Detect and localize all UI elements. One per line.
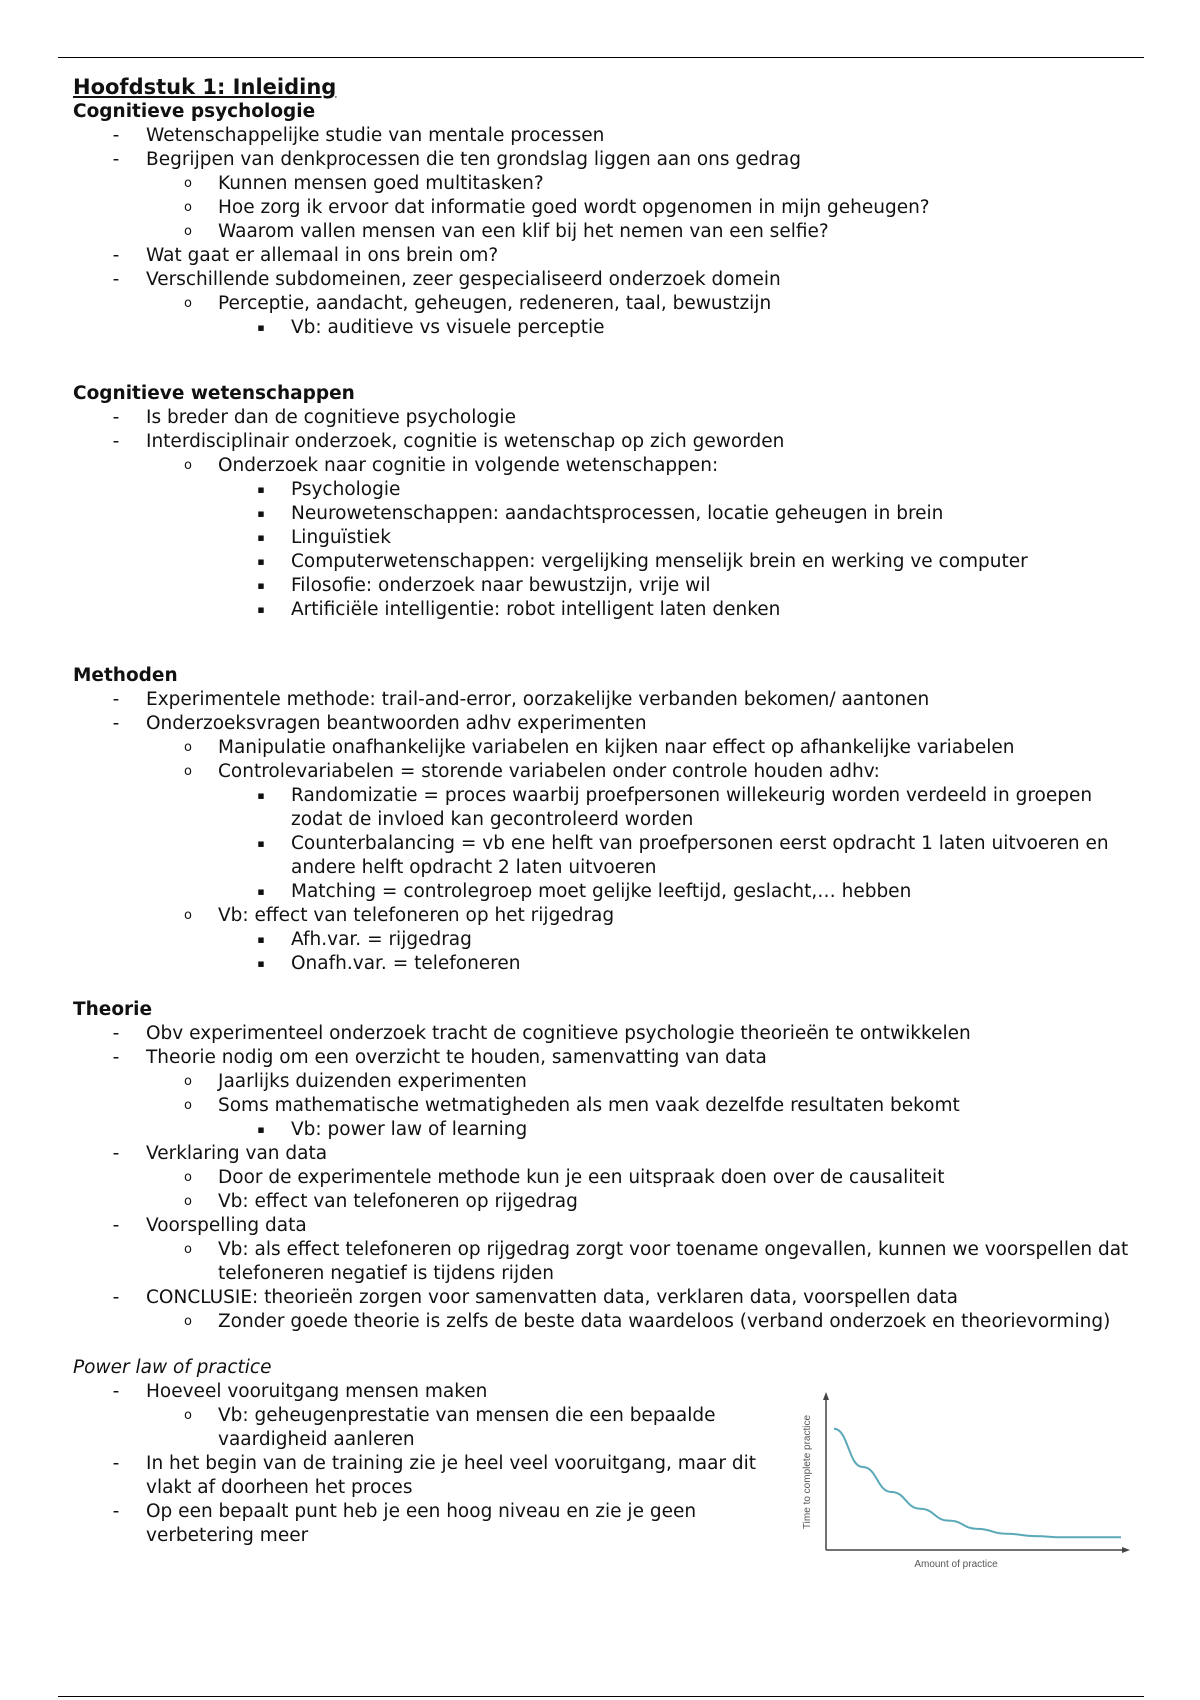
list-item: o Hoe zorg ik ervoor dat informatie goed wordt opgenomen in mijn geheugen? — [73, 196, 1148, 220]
x-axis-arrow-icon — [1122, 1547, 1130, 1553]
list-item: o Vb: als effect telefoneren op rijgedrag zorgt voor toename ongevallen, kunnen we voorspellen dat telefoneren negatief is tijdens rijden — [73, 1238, 1148, 1286]
list-item: - Begrijpen van denkprocessen die ten grondslag liggen aan ons gedrag — [73, 148, 1148, 172]
square-bullet: ▪ — [257, 507, 265, 520]
square-bullet: ▪ — [257, 555, 265, 568]
list-item: - Interdisciplinair onderzoek, cognitie is wetenschap op zich geworden — [73, 430, 1148, 454]
list-item: ▪ Neurowetenschappen: aandachtsprocessen, locatie geheugen in brein — [73, 502, 1148, 526]
dash-bullet: - — [112, 1287, 120, 1308]
dash-bullet: - — [112, 407, 120, 428]
list-item: ▪ Filosofie: onderzoek naar bewustzijn, vrije wil — [73, 574, 1148, 598]
x-axis-label: Amount of practice — [914, 1559, 998, 1570]
circle-bullet: o — [184, 1242, 192, 1257]
dash-bullet: - — [112, 1047, 120, 1068]
dash-bullet: - — [112, 269, 120, 290]
list-item: ▪ Randomizatie = proces waarbij proefpersonen willekeurig worden verdeeld in groepen zodat de invloed kan gecontroleerd worden — [73, 784, 1148, 832]
document-body — [73, 74, 1148, 1548]
list-item: - Experimentele methode: trail-and-error, oorzakelijke verbanden bekomen/ aantonen — [73, 688, 1148, 712]
square-bullet: ▪ — [257, 837, 265, 850]
list-item: o Zonder goede theorie is zelfs de beste data waardeloos (verband onderzoek en theorievorming) — [73, 1310, 1148, 1334]
list-item: - Verschillende subdomeinen, zeer gespecialiseerd onderzoek domein — [73, 268, 1148, 292]
circle-bullet: o — [184, 1170, 192, 1185]
list-item: - Onderzoeksvragen beantwoorden adhv experimenten — [73, 712, 1148, 736]
square-bullet: ▪ — [257, 603, 265, 616]
dash-bullet: - — [112, 1215, 120, 1236]
section-heading-methoden: Methoden — [73, 665, 178, 686]
circle-bullet: o — [184, 224, 192, 239]
list-item: - Wetenschappelijke studie van mentale processen — [73, 124, 1148, 148]
y-axis-label: Time to complete practice — [802, 1414, 813, 1530]
list-item: o Onderzoek naar cognitie in volgende wetenschappen: — [73, 454, 1148, 478]
section-heading-power-law: Power law of practice — [73, 1357, 272, 1378]
list-item: - CONCLUSIE: theorieën zorgen voor samenvatten data, verklaren data, voorspellen data — [73, 1286, 1148, 1310]
list-item: o Controlevariabelen = storende variabelen onder controle houden adhv: — [73, 760, 1148, 784]
bottom-rule — [58, 1696, 1144, 1697]
section-heading-cognitieve-wetenschappen: Cognitieve wetenschappen — [73, 383, 355, 404]
square-bullet: ▪ — [257, 531, 265, 544]
list-item: o Vb: geheugenprestatie van mensen die een bepaalde vaardigheid aanleren — [73, 1404, 803, 1452]
square-bullet: ▪ — [257, 957, 265, 970]
list-item: ▪ Linguïstiek — [73, 526, 1148, 550]
chapter-title: Hoofdstuk 1: Inleiding — [73, 75, 337, 99]
list-item: - Is breder dan de cognitieve psychologie — [73, 406, 1148, 430]
list-item: ▪ Vb: power law of learning — [73, 1118, 1148, 1142]
list-item: o Vb: effect van telefoneren op het rijgedrag — [73, 904, 1148, 928]
list-item: o Perceptie, aandacht, geheugen, redeneren, taal, bewustzijn — [73, 292, 1148, 316]
square-bullet: ▪ — [257, 321, 265, 334]
dash-bullet: - — [112, 1501, 120, 1522]
circle-bullet: o — [184, 200, 192, 215]
square-bullet: ▪ — [257, 1123, 265, 1136]
list-item: ▪ Computerwetenschappen: vergelijking menselijk brein en werking ve computer — [73, 550, 1148, 574]
dash-bullet: - — [112, 713, 120, 734]
circle-bullet: o — [184, 908, 192, 923]
power-law-chart-svg — [796, 1390, 1132, 1570]
list-item: o Vb: effect van telefoneren op rijgedrag — [73, 1190, 1148, 1214]
circle-bullet: o — [184, 1314, 192, 1329]
dash-bullet: - — [112, 1143, 120, 1164]
circle-bullet: o — [184, 1194, 192, 1209]
list-item: o Waarom vallen mensen van een klif bij het nemen van een selfie? — [73, 220, 1148, 244]
square-bullet: ▪ — [257, 933, 265, 946]
list-item: - In het begin van de training zie je heel veel vooruitgang, maar dit vlakt af doorheen het proces — [73, 1452, 803, 1500]
list-item: ▪ Afh.var. = rijgedrag — [73, 928, 1148, 952]
list-item: ▪ Onafh.var. = telefoneren — [73, 952, 1148, 976]
top-rule — [58, 57, 1144, 58]
list-item: - Voorspelling data — [73, 1214, 1148, 1238]
circle-bullet: o — [184, 176, 192, 191]
dash-bullet: - — [112, 689, 120, 710]
square-bullet: ▪ — [257, 789, 265, 802]
list-item: ▪ Psychologie — [73, 478, 1148, 502]
square-bullet: ▪ — [257, 483, 265, 496]
dash-bullet: - — [112, 149, 120, 170]
list-item: o Soms mathematische wetmatigheden als men vaak dezelfde resultaten bekomt — [73, 1094, 1148, 1118]
list-item: o Kunnen mensen goed multitasken? — [73, 172, 1148, 196]
list-item: o Manipulatie onafhankelijke variabelen en kijken naar effect op afhankelijke variabelen — [73, 736, 1148, 760]
square-bullet: ▪ — [257, 885, 265, 898]
dash-bullet: - — [112, 1023, 120, 1044]
practice-curve — [834, 1429, 1121, 1538]
circle-bullet: o — [184, 1408, 192, 1423]
list-item: ▪ Vb: auditieve vs visuele perceptie — [73, 316, 1148, 340]
list-item: o Door de experimentele methode kun je een uitspraak doen over de causaliteit — [73, 1166, 1148, 1190]
circle-bullet: o — [184, 1074, 192, 1089]
list-item: o Jaarlijks duizenden experimenten — [73, 1070, 1148, 1094]
dash-bullet: - — [112, 431, 120, 452]
list-item: - Op een bepaalt punt heb je een hoog niveau en zie je geen verbetering meer — [73, 1500, 803, 1548]
list-item: - Theorie nodig om een overzicht te houden, samenvatting van data — [73, 1046, 1148, 1070]
dash-bullet: - — [112, 245, 120, 266]
circle-bullet: o — [184, 740, 192, 755]
section-heading-theorie: Theorie — [73, 999, 153, 1020]
dash-bullet: - — [112, 125, 120, 146]
dash-bullet: - — [112, 1453, 120, 1474]
circle-bullet: o — [184, 458, 192, 473]
power-law-list — [73, 1380, 803, 1548]
power-law-chart — [796, 1390, 1132, 1570]
list-item: ▪ Artificiële intelligentie: robot intelligent laten denken — [73, 598, 1148, 622]
circle-bullet: o — [184, 764, 192, 779]
list-item: - Wat gaat er allemaal in ons brein om? — [73, 244, 1148, 268]
list-item: - Hoeveel vooruitgang mensen maken — [73, 1380, 803, 1404]
list-item: - Verklaring van data — [73, 1142, 1148, 1166]
dash-bullet: - — [112, 1381, 120, 1402]
circle-bullet: o — [184, 1098, 192, 1113]
circle-bullet: o — [184, 296, 192, 311]
y-axis-arrow-icon — [823, 1392, 829, 1400]
list-item: - Obv experimenteel onderzoek tracht de cognitieve psychologie theorieën te ontwikkelen — [73, 1022, 1148, 1046]
square-bullet: ▪ — [257, 579, 265, 592]
list-item: ▪ Matching = controlegroep moet gelijke leeftijd, geslacht,… hebben — [73, 880, 1148, 904]
section-heading-cognitieve-psychologie: Cognitieve psychologie — [73, 101, 316, 122]
list-item: ▪ Counterbalancing = vb ene helft van proefpersonen eerst opdracht 1 laten uitvoeren en andere helft opdracht 2 laten uitvoeren — [73, 832, 1148, 880]
